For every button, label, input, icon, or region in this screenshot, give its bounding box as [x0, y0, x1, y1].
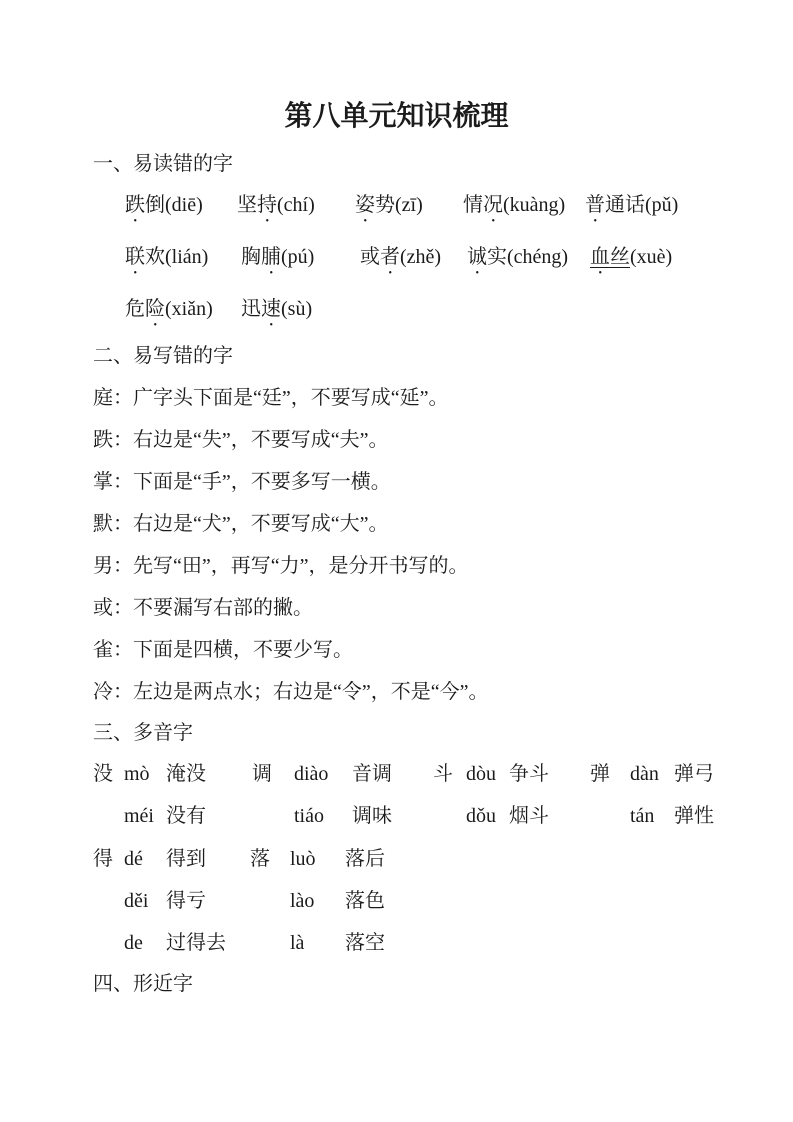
pinyin-item: [241, 297, 312, 331]
word-part: 倒: [145, 194, 165, 216]
polyphone-row: [93, 804, 714, 828]
pinyin-item-reading: (lián): [165, 246, 209, 268]
polyphone-pinyin: dòu: [466, 763, 496, 785]
polyphone-word: 过得去: [166, 932, 226, 954]
polyphone-word: 调味: [352, 805, 392, 827]
word-part-emphasized: 普: [585, 194, 605, 216]
section2-note: 掌：下面是“手”，不要多写一横。: [93, 471, 391, 493]
pinyin-item-reading: (sù): [281, 298, 313, 320]
polyphone-row: [93, 762, 714, 786]
polyphone-char: 没: [93, 763, 113, 785]
polyphone-char: [93, 804, 124, 828]
word-part: 迅: [241, 298, 261, 320]
word-part-emphasized: 脯: [261, 246, 281, 268]
section2-note: 或：不要漏写右部的撇。: [93, 597, 313, 619]
pinyin-item: [467, 245, 585, 279]
polyphone-pinyin: děi: [124, 890, 149, 912]
word-part-emphasized: 者: [380, 246, 400, 268]
polyphone-pinyin: de: [124, 932, 143, 954]
word-part-emphasized: 速: [261, 298, 281, 320]
polyphone-word: 落空: [345, 932, 385, 954]
polyphone-char: 弹: [590, 763, 610, 785]
polyphone-word: 弹性: [674, 805, 714, 827]
pinyin-item-word: [467, 246, 507, 268]
polyphone-char: [590, 804, 630, 828]
pinyin-item: [125, 245, 236, 279]
polyphone-pinyin: dé: [124, 848, 143, 870]
polyphone-word: 弹弓: [674, 763, 714, 785]
polyphone-word: 淹没: [166, 763, 206, 785]
word-part: 或: [360, 246, 380, 268]
pinyin-item-reading: (kuàng): [503, 194, 566, 216]
pinyin-item-reading: (diē): [165, 194, 203, 216]
pinyin-item-word: [237, 194, 277, 216]
pinyin-item-word: [463, 194, 503, 216]
pinyin-item: [463, 193, 580, 227]
word-part: 实: [487, 246, 507, 268]
word-part-emphasized: 跌: [125, 194, 145, 216]
word-part-emphasized: 血: [590, 246, 610, 268]
polyphone-pinyin: méi: [124, 805, 154, 827]
polyphone-char: [250, 889, 290, 913]
pinyin-item-reading: (xiǎn): [165, 298, 213, 320]
section2-heading: 二、易写错的字: [93, 345, 233, 367]
pinyin-item-word-underlined: [590, 246, 630, 268]
polyphone-pinyin: dǒu: [466, 805, 496, 827]
pinyin-item-word: [125, 194, 165, 216]
pinyin-item: [125, 297, 236, 331]
word-part-emphasized: 险: [145, 298, 165, 320]
polyphone-pinyin: luò: [290, 848, 316, 870]
section1-row-3: [125, 297, 312, 331]
polyphone-char: [93, 931, 124, 955]
pinyin-item-reading: (xuè): [630, 246, 673, 268]
word-part-emphasized: 况: [483, 194, 503, 216]
polyphone-pinyin: là: [290, 932, 305, 954]
word-part-emphasized: 姿: [355, 194, 375, 216]
pinyin-item: [125, 193, 232, 227]
pinyin-item-reading: (zhě): [400, 246, 442, 268]
word-part-emphasized: 联: [125, 246, 145, 268]
section3-heading: 三、多音字: [93, 722, 193, 744]
polyphone-pinyin: tán: [630, 805, 655, 827]
pinyin-item-word: [241, 298, 281, 320]
pinyin-item: [237, 193, 350, 227]
polyphone-word: 争斗: [509, 763, 549, 785]
polyphone-row: [93, 847, 385, 871]
word-part: 坚: [237, 194, 257, 216]
polyphone-word: 得到: [166, 848, 206, 870]
polyphone-pinyin: mò: [124, 763, 150, 785]
section1-row-1: [125, 193, 678, 227]
word-part: 胸: [241, 246, 261, 268]
word-part-emphasized: 持: [257, 194, 277, 216]
polyphone-char: 落: [250, 848, 270, 870]
polyphone-word: 得亏: [166, 890, 206, 912]
polyphone-char: 调: [252, 763, 272, 785]
polyphone-pinyin: tiáo: [294, 805, 324, 827]
polyphone-word: 落后: [345, 848, 385, 870]
polyphone-char: [252, 804, 294, 828]
word-part: 欢: [145, 246, 165, 268]
pinyin-item-reading: (pú): [281, 246, 315, 268]
word-part: 情: [463, 194, 483, 216]
pinyin-item-word: [355, 194, 395, 216]
pinyin-item: [585, 193, 678, 227]
polyphone-word: 音调: [352, 763, 392, 785]
page-title: 第八单元知识梳理: [284, 100, 509, 131]
polyphone-char: [250, 931, 290, 955]
word-part: 势: [375, 194, 395, 216]
section2-note: 冷：左边是两点水；右边是“令”，不是“今”。: [93, 681, 489, 703]
section2-note: 跌：右边是“失”，不要写成“夫”。: [93, 429, 389, 451]
polyphone-pinyin: lào: [290, 890, 315, 912]
polyphone-row: [93, 931, 385, 955]
section2-note: 庭：广字头下面是“廷”，不要写成“延”。: [93, 387, 449, 409]
section4-heading: 四、形近字: [93, 973, 193, 995]
pinyin-item-word: [241, 246, 281, 268]
pinyin-item-reading: (chéng): [507, 246, 569, 268]
pinyin-item-word: [125, 298, 165, 320]
polyphone-pinyin: dàn: [630, 763, 659, 785]
word-part-emphasized: 诚: [467, 246, 487, 268]
polyphone-char: 斗: [433, 763, 453, 785]
polyphone-word: 落色: [345, 890, 385, 912]
polyphone-char: [93, 889, 124, 913]
section2-note: 男：先写“田”，再写“力”，是分开书写的。: [93, 555, 469, 577]
polyphone-row: [93, 889, 385, 913]
pinyin-item-reading: (chí): [277, 194, 315, 216]
word-part: 危: [125, 298, 145, 320]
pinyin-item-reading: (pǔ): [645, 194, 679, 216]
section1-heading: 一、易读错的字: [93, 153, 233, 175]
pinyin-item-word: [125, 246, 165, 268]
pinyin-item: [241, 245, 355, 279]
polyphone-char: 得: [93, 848, 113, 870]
pinyin-item: [590, 245, 672, 279]
polyphone-char: [433, 804, 466, 828]
word-part: 通话: [605, 194, 645, 216]
pinyin-item-reading: (zī): [395, 194, 423, 216]
section2-note: 默：右边是“犬”，不要写成“大”。: [93, 513, 389, 535]
polyphone-word: 没有: [166, 805, 206, 827]
polyphone-pinyin: diào: [294, 763, 329, 785]
polyphone-word: 烟斗: [509, 805, 549, 827]
pinyin-item-word: [360, 246, 400, 268]
pinyin-item: [360, 245, 462, 279]
section2-note: 雀：下面是四横，不要少写。: [93, 639, 353, 661]
pinyin-item-word: [585, 194, 645, 216]
section1-row-2: [125, 245, 672, 279]
word-part: 丝: [610, 246, 630, 268]
pinyin-item: [355, 193, 458, 227]
